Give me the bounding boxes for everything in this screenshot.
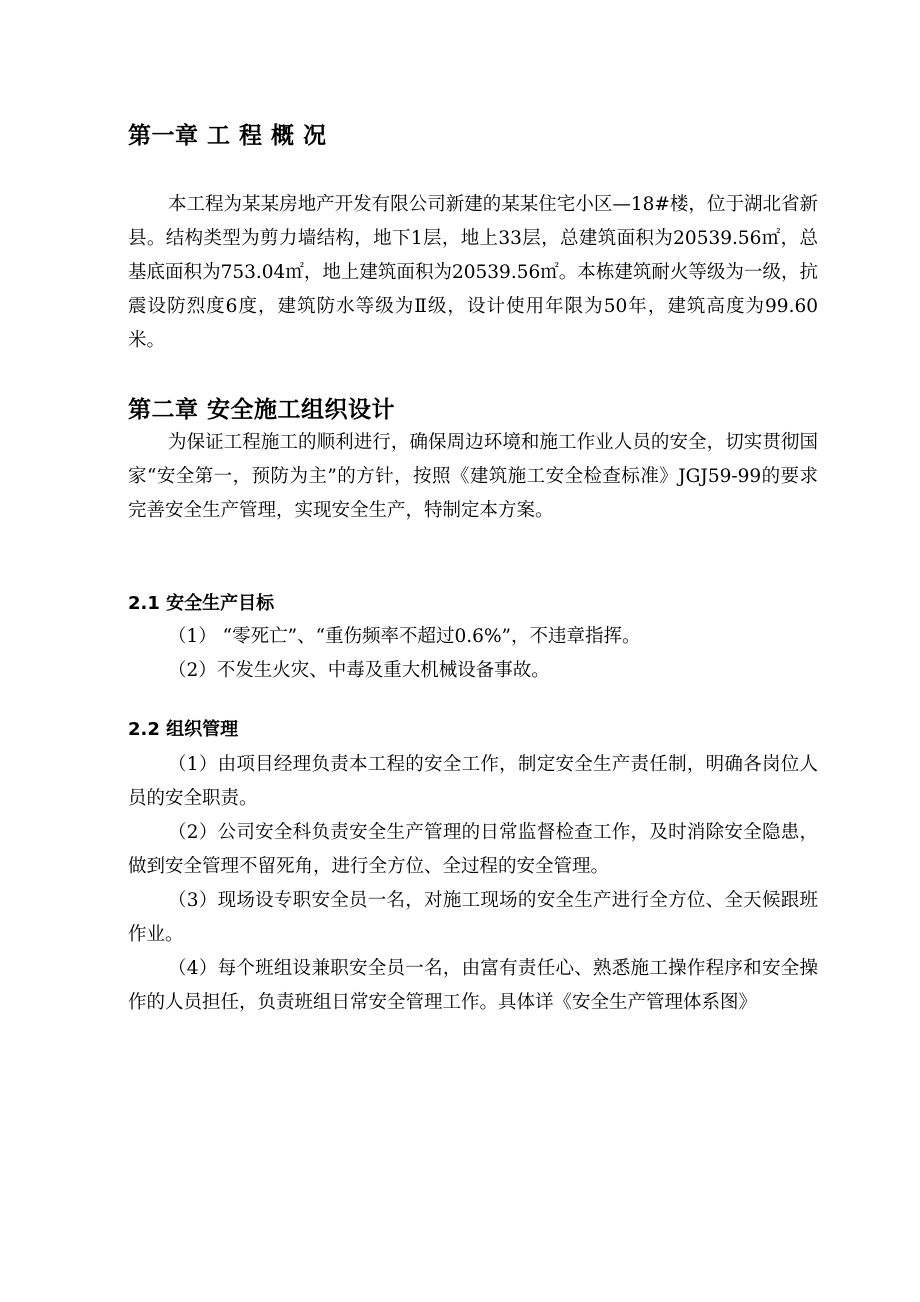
section-2-2-title: 2.2 组织管理 — [128, 719, 239, 740]
section-2-1-item-1: （1） “零死亡”、“重伤频率不超过0.6%”，不违章指挥。 — [168, 626, 641, 647]
chapter-1-title: 第一章 工 程 概 况 — [128, 123, 327, 149]
section-2-2-item-1: （1）由项目经理负责本工程的安全工作，制定安全生产责任制，明确各岗位人员的安全职责。 — [128, 754, 818, 809]
section-2-1-item-2: （2）不发生火灾、中毒及重大机械设备事故。 — [168, 660, 550, 681]
chapter-2-body: 为保证工程施工的顺利进行，确保周边环境和施工作业人员的安全，切实贯彻国家“安全第一，预防为主”的方针，按照《建筑施工安全检查标准》JGJ59-99的要求完善安全生产管理，实现安全生产，特制定本方案。 — [128, 432, 818, 521]
chapter-2-title: 第二章 安全施工组织设计 — [128, 397, 396, 423]
section-2-2-item-4: （4）每个班组设兼职安全员一名，由富有责任心、熟悉施工操作程序和安全操作的人员担任，负责班组日常安全管理工作。具体详《安全生产管理体系图》 — [128, 958, 818, 1013]
section-2-2-item-2: （2）公司安全科负责安全生产管理的日常监督检查工作，及时消除安全隐患，做到安全管理不留死角，进行全方位、全过程的安全管理。 — [128, 822, 818, 877]
section-2-2-item-3: （3）现场设专职安全员一名，对施工现场的安全生产进行全方位、全天候跟班作业。 — [128, 890, 818, 945]
section-2-1-title: 2.1 安全生产目标 — [128, 593, 275, 614]
chapter-1-body: 本工程为某某房地产开发有限公司新建的某某住宅小区—18#楼，位于湖北省新县。结构类型为剪力墙结构，地下1层，地上33层，总建筑面积为20539.56㎡，总基底面积为753.04㎡，地上建筑面积为20539.56㎡。本栋建筑耐火等级为一级，抗震设防烈度6度，建筑防水等级为Ⅱ级，设计使用年限为50年，建筑高度为99.60米。 — [128, 194, 818, 351]
